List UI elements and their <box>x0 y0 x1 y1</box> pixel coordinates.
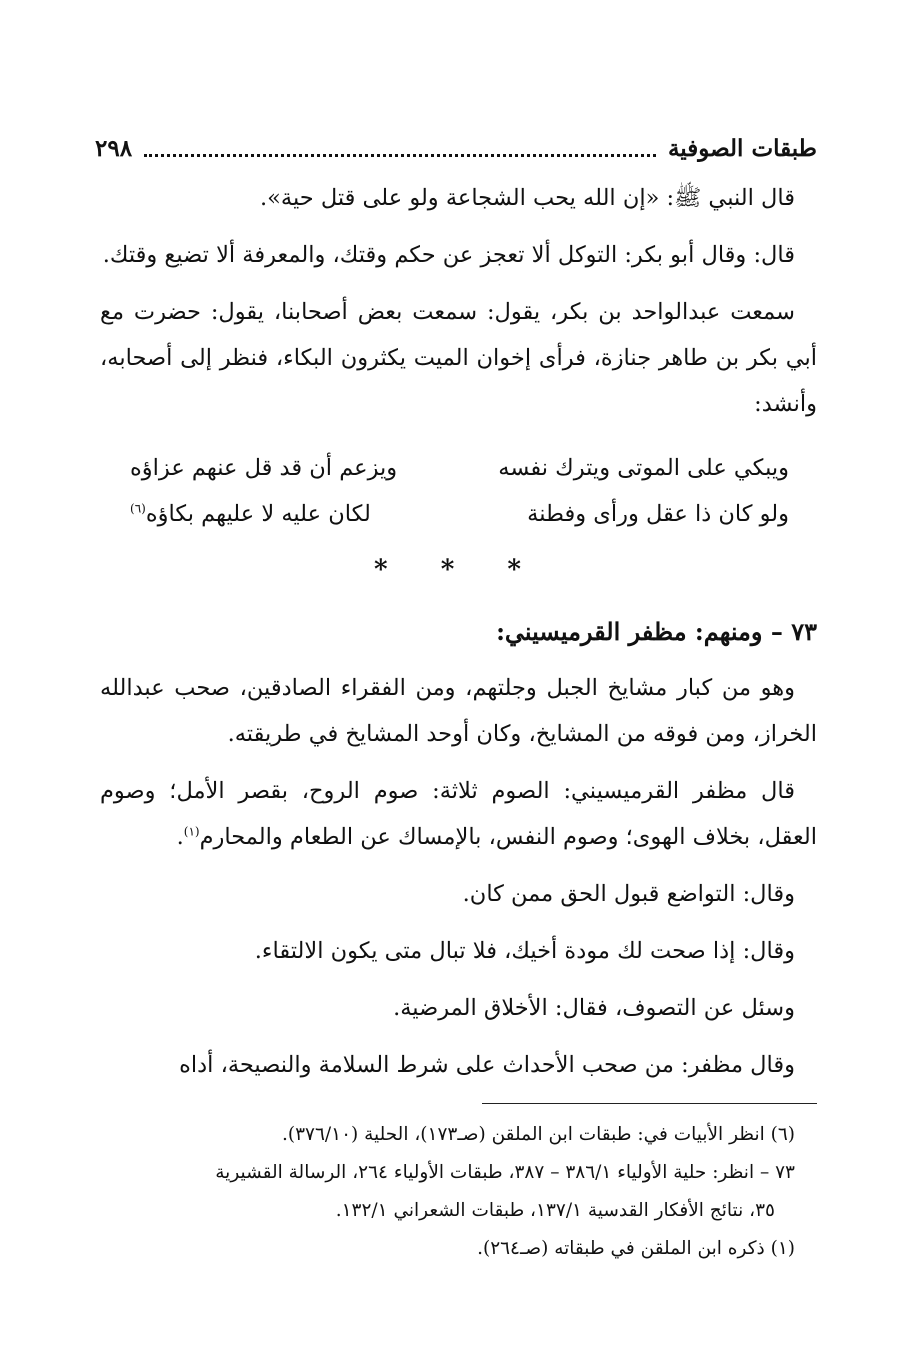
poem-hemistich: ويزعم أن قد قل عنهم عزاؤه <box>130 455 398 481</box>
footnote-mark: (١) <box>183 824 200 839</box>
paragraph-fasting: قال مظفر القرميسيني: الصوم ثلاثة: صوم الروح، بقصر الأمل؛ وصوم العقل، بخلاف الهوى؛ وصوم النفس، بالإمساك عن الطعام والمحارم$^{(١)}$. <box>100 778 817 850</box>
paragraph-biography: وهو من كبار مشايخ الجبل وجلتهم، ومن الفقراء الصادقين، صحب عبدالله الخراز، ومن فوقه من المشايخ، وكان أوحد المشايخ في طريقته. <box>100 675 817 747</box>
paragraph-humility: وقال: التواضع قبول الحق ممن كان. <box>462 881 795 907</box>
footnote: ٧٣ – انظر: حلية الأولياء ٣٨٦/١ – ٣٨٧، طبقات الأولياء ٢٦٤، الرسالة القشيرية <box>215 1162 795 1183</box>
section-heading: ٧٣ – ومنهم: مظفر القرميسيني: <box>496 617 817 646</box>
poem-hemistich: ويبكي على الموتى ويترك نفسه <box>498 455 789 481</box>
paragraph-friendship: وقال: إذا صحت لك مودة أخيك، فلا تبال متى يكون الالتقاء. <box>254 938 795 964</box>
footnotes <box>95 1116 817 1268</box>
header-leader-dots <box>144 140 656 157</box>
paragraph-abu-bakr: قال: وقال أبو بكر: التوكل ألا تعجز عن حكم وقتك، والمعرفة ألا تضيع وقتك. <box>102 242 795 268</box>
main-text <box>100 175 817 1099</box>
section-separator: * * * <box>374 555 543 585</box>
paragraph-companionship: وقال مظفر: من صحب الأحداث على شرط السلامة والنصيحة، أداه <box>179 1052 795 1078</box>
page-number: ٢٩٨ <box>95 134 133 162</box>
footnote-continuation: ٣٥، نتائج الأفكار القدسية ١٣٧/١، طبقات الشعراني ١٣٢/١. <box>335 1200 775 1221</box>
poem-hemistich: ولو كان ذا عقل ورأى وفطنة <box>527 501 789 527</box>
poem <box>100 445 817 537</box>
paragraph-narration: سمعت عبدالواحد بن بكر، يقول: سمعت بعض أصحابنا، يقول: حضرت مع أبي بكر بن طاهر جنازة، فرأى إخوان الميت يكثرون البكاء، فنظر إلى أصحابه، وأنشد: <box>100 299 817 417</box>
running-header <box>95 128 817 168</box>
paragraph-sufism: وسئل عن التصوف، فقال: الأخلاق المرضية. <box>393 995 795 1021</box>
poem-line <box>100 491 817 537</box>
footnote: (١) ذكره ابن الملقن في طبقاته (صـ٢٦٤). <box>477 1238 795 1259</box>
footnote: (٦) انظر الأبيات في: طبقات ابن الملقن (صـ١٧٣)، الحلية (٣٧٦/١٠). <box>281 1124 795 1145</box>
footnote-mark: (٦) <box>130 501 146 516</box>
footnote-rule <box>482 1103 817 1104</box>
paragraph-hadith: قال النبي ﷺ: «إن الله يحب الشجاعة ولو على قتل حية». <box>259 185 795 211</box>
poem-hemistich: لكان عليه لا عليهم بكاؤه$^{(٦)}$ <box>130 501 371 527</box>
book-title: طبقات الصوفية <box>667 134 817 162</box>
poem-line <box>100 445 817 491</box>
